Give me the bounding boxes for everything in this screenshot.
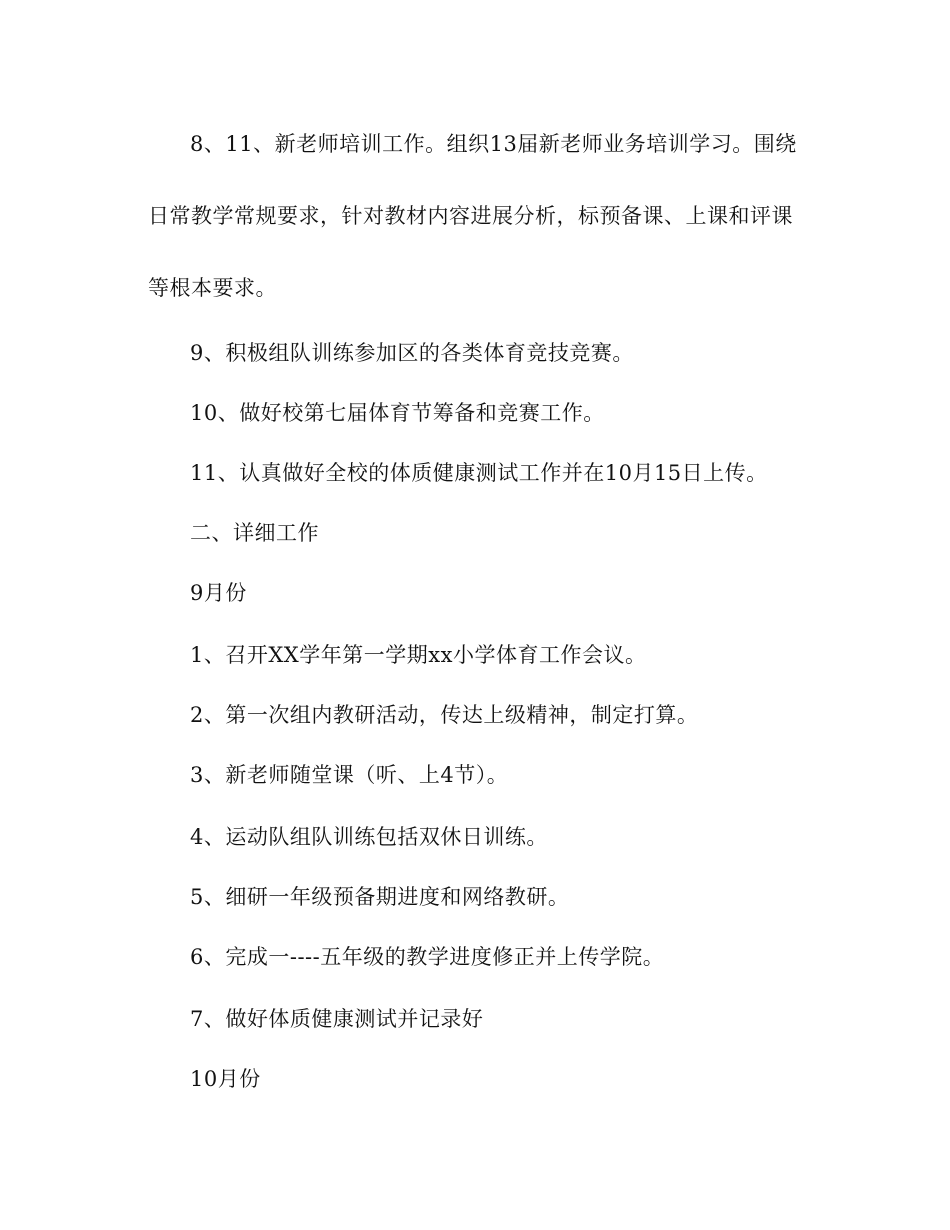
paragraph-item-8: 8、11、新老师培训工作。组织13届新老师业务培训学习。围绕日常教学常规要求，针对教材内容进展分析，标预备课、上课和评课等根本要求。 xyxy=(148,132,797,300)
list-item: 2、第一次组内教研活动，传达上级精神，制定打算。 xyxy=(190,703,699,727)
list-item: 6、完成一----五年级的教学进度修正并上传学院。 xyxy=(190,945,665,969)
list-item: 3、新老师随堂课（听、上4节）。 xyxy=(190,763,509,787)
section-heading-detailed-work: 二、详细工作 xyxy=(190,521,319,545)
list-item: 5、细研一年级预备期进度和网络教研。 xyxy=(190,885,570,909)
month-heading-october: 10月份 xyxy=(190,1067,261,1091)
paragraph-item-10: 10、做好校第七届体育节筹备和竞赛工作。 xyxy=(190,401,605,425)
paragraph-item-9: 9、积极组队训练参加区的各类体育竞技竞赛。 xyxy=(190,341,634,365)
list-item: 1、召开XX学年第一学期xx小学体育工作会议。 xyxy=(190,643,647,667)
list-item: 4、运动队组队训练包括双休日训练。 xyxy=(190,825,548,849)
paragraph-item-11: 11、认真做好全校的体质健康测试工作并在10月15日上传。 xyxy=(190,461,768,485)
month-heading-september: 9月份 xyxy=(190,581,247,605)
list-item: 7、做好体质健康测试并记录好 xyxy=(190,1007,484,1031)
